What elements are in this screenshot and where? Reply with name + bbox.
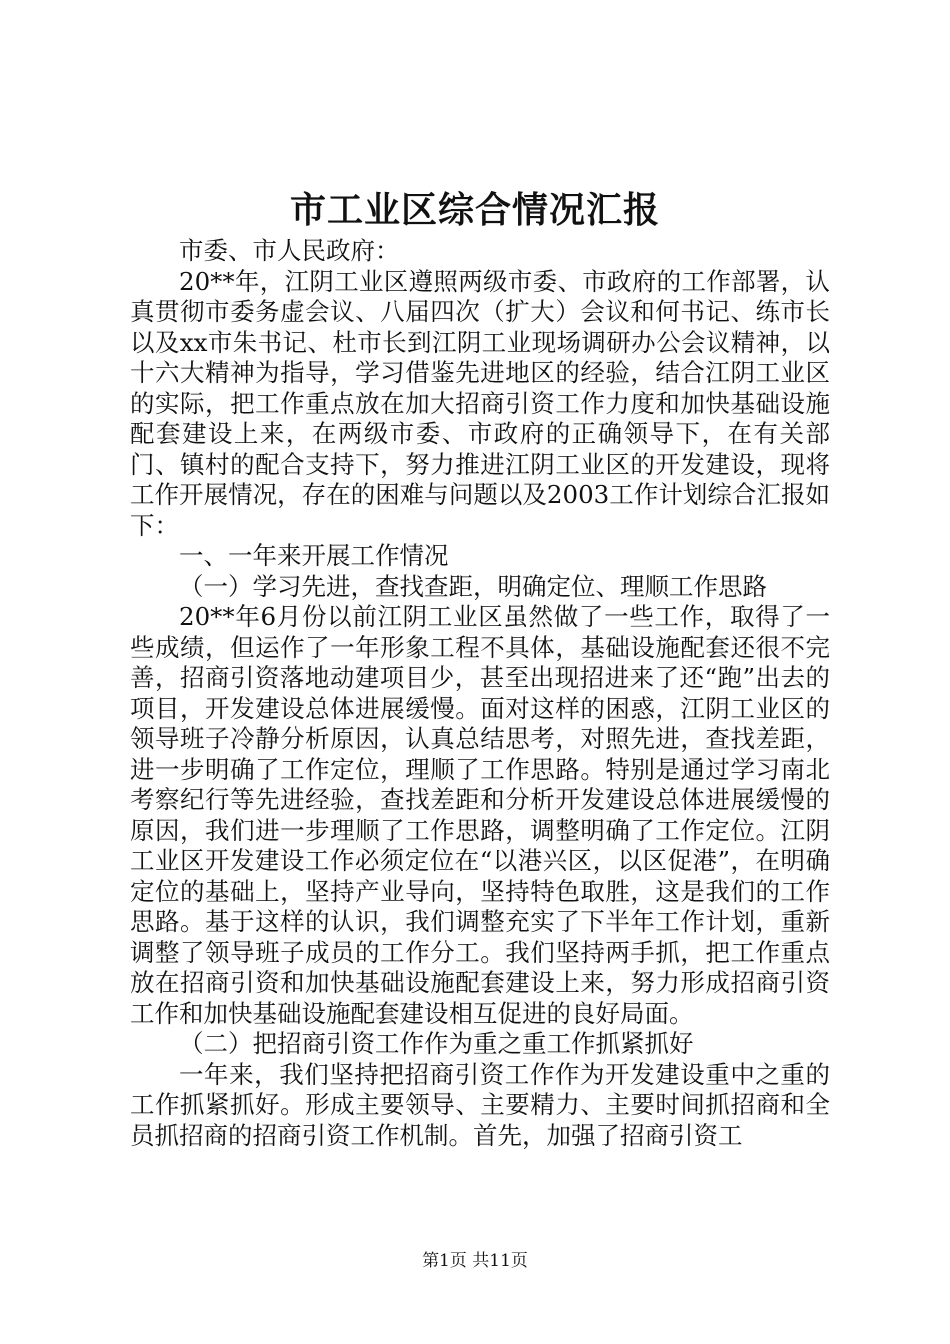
- intro-paragraph: 20**年，江阴工业区遵照两级市委、市政府的工作部署，认真贯彻市委务虚会议、八届四次（扩大）会议和何书记、练市长以及xx市朱书记、杜市长到江阴工业现场调研办公会议精神，以十六大精神为指导，学习借鉴先进地区的经验，结合江阴工业区的实际，把工作重点放在加大招商引资工作力度和加快基础设施配套建设上来，在两级市委、市政府的正确领导下，在有关部门、镇村的配合支持下，努力推进江阴工业区的开发建设，现将工作开展情况，存在的困难与问题以及2003工作计划综合汇报如下：: [130, 266, 830, 540]
- body-paragraph: 20**年6月份以前江阴工业区虽然做了一些工作，取得了一些成绩，但运作了一年形象工程不具体，基础设施配套还很不完善，招商引资落地动建项目少，甚至出现招进来了还“跑”出去的项目，开发建设总体进展缓慢。面对这样的困惑，江阴工业区的领导班子冷静分析原因，认真总结思考，对照先进，查找差距，进一步明确了工作定位，理顺了工作思路。特别是通过学习南北考察纪行等先进经验，查找差距和分析开发建设总体进展缓慢的原因，我们进一步理顺了工作思路，调整明确了工作定位。江阴工业区开发建设工作必须定位在“以港兴区，以区促港”，在明确定位的基础上，坚持产业导向，坚持特色取胜，这是我们的工作思路。基于这样的认识，我们调整充实了下半年工作计划，重新调整了领导班子成员的工作分工。我们坚持两手抓，把工作重点放在招商引资和加快基础设施配套建设上来，努力形成招商引资工作和加快基础设施配套建设相互促进的良好局面。: [130, 602, 830, 1028]
- section-heading: 一、一年来开展工作情况: [179, 541, 449, 570]
- page-number: 第1页 共11页: [422, 1251, 528, 1271]
- salutation: 市委、市人民政府：: [179, 236, 400, 265]
- subsection-heading: （二）把招商引资工作作为重之重工作抓紧抓好: [179, 1029, 694, 1058]
- document-title: 市工业区综合情况汇报: [289, 189, 660, 231]
- subsection-heading: （一）学习先进，查找查距，明确定位、理顺工作思路: [179, 571, 767, 601]
- document-body: [130, 236, 830, 1151]
- body-paragraph: 一年来，我们坚持把招商引资工作作为开发建设重中之重的工作抓紧抓好。形成主要领导、主要精力、主要时间抓招商和全员抓招商的招商引资工作机制。首先，加强了招商引资工: [130, 1059, 830, 1150]
